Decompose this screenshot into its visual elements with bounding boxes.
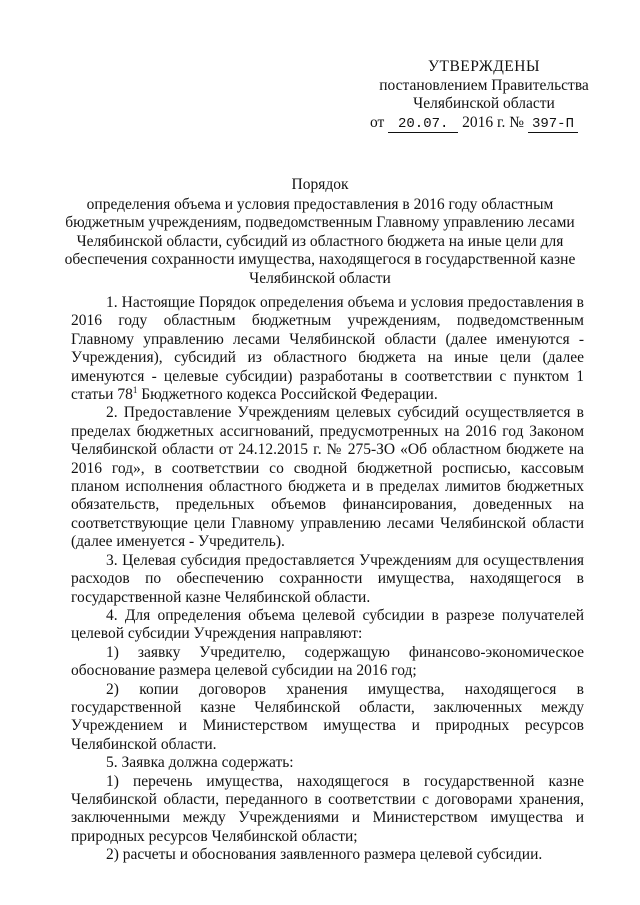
paragraph-5: 5. Заявка должна содержать: [106,754,294,772]
title-heading: Порядок [291,176,349,193]
paragraph-4: 4. Для определения объема целевой субсидии в разрезе получателей целевой субсидии Учреждения направляют: [71,606,584,643]
approval-date-line [370,114,598,133]
document-title [60,176,580,288]
paragraph-1-tail: Бюджетного кодекса Российской Федерации. [137,386,438,404]
paragraph-2: 2. Предоставление Учреждениям целевых субсидий осуществляется в пределах бюджетных ассигнований, предусмотренных на 2016 год Законом Челябинской области от 24.12.2015 г. № 275-ЗО «Об областном бюджете на 2016 год», в соответствии со сводной бюджетной росписью, кассовым планом исполнения областного бюджета и в пределах лимитов бюджетных обязательств, предельных объемов финансирования, доведенных на соответствующие цели Главному управлению лесами Челябинской области (далее именуется - Учредитель). [71,404,584,551]
approval-title: УТВЕРЖДЕНЫ [428,58,540,75]
paragraph-5-item-2: 2) расчеты и обоснования заявленного размера целевой субсидии. [106,846,543,864]
paragraph-5-item-1: 1) перечень имущества, находящегося в государственной казне Челябинской области, переданного в соответствии с договорами хранения, заключенными между Учреждениями и Министерством имущества и природных ресурсов Челябинской области; [71,772,584,845]
document-body [71,294,584,865]
paragraph-4-item-1: 1) заявку Учредителю, содержащую финансово-экономическое обоснование размера целевой субсидии на 2016 год; [71,643,584,680]
from-label: от [370,113,385,131]
superscript: 1 [132,384,138,395]
approval-line-1: постановлением Правительства [379,76,589,94]
title-text: определения объема и условия предоставления в 2016 году областным бюджетным учреждениям, подведомственным Главному управлению лесами Челябинской области, субсидий из областного бюджета на иные цели для обеспечения сохранности имущества, находящегося в государственной казне Челябинской области [64,195,576,287]
approval-number: 397-П [528,117,578,133]
approval-line-2: Челябинской области [413,95,555,112]
paragraph-3: 3. Целевая субсидия предоставляется Учреждениям для осуществления расходов по обеспечению сохранности имущества, находящегося в государственной казне Челябинской области. [71,551,584,606]
approval-date: 20.07. [388,117,458,133]
paragraph-1 [71,294,584,404]
paragraph-1-text: 1. Настоящие Порядок определения объема и условия предоставления в 2016 году областным бюджетным учреждениям, подведомственным Главному управлению лесами Челябинской области (далее именуются - Учреждения), субсидий из областного бюджета на иные цели (далее именуются - целевые субсидии) разработаны в соответствии с пунктом 1 статьи 78 [71,294,584,404]
paragraph-4-item-2: 2) копии договоров хранения имущества, находящегося в государственной казне Челябинской области, заключенных между Учреждением и Министерством имущества и природных ресурсов Челябинской области. [71,680,584,753]
approval-year: 2016 г. № [462,113,525,131]
approval-stamp [370,58,598,133]
